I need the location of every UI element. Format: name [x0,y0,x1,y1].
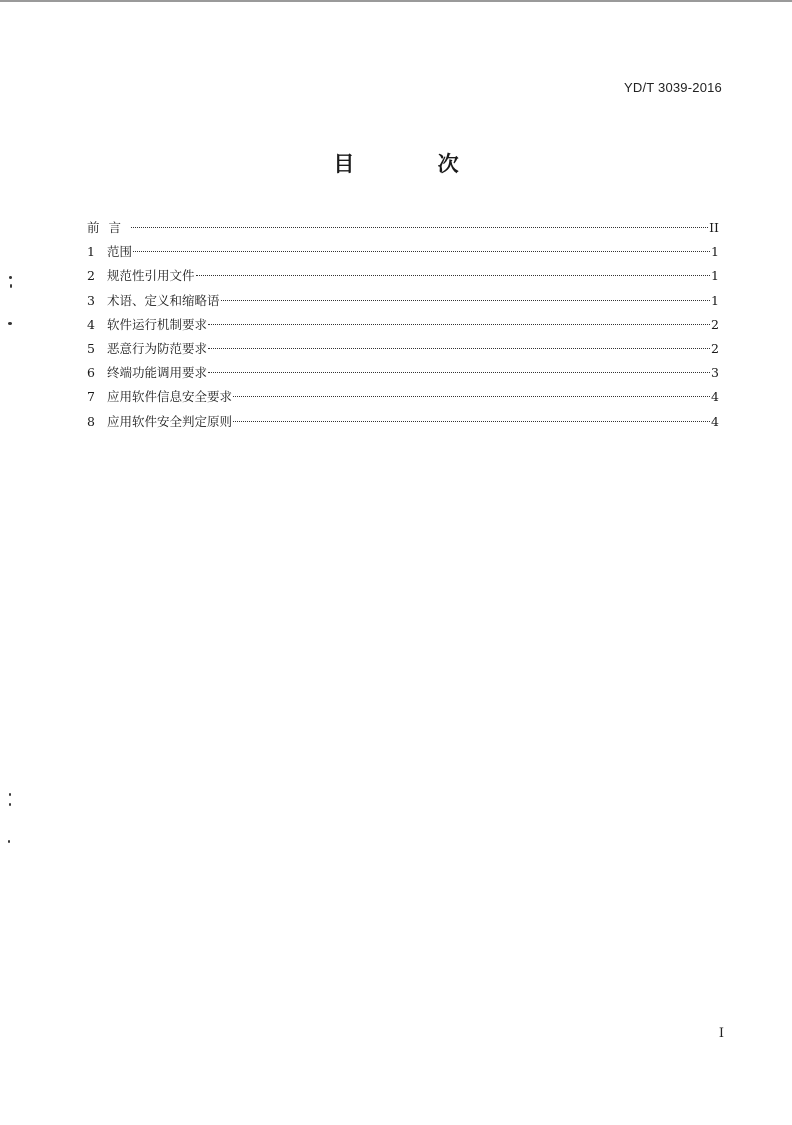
toc-entry-page: 4 [711,413,719,429]
toc-entry-page: 2 [711,316,719,332]
toc-entry-label[interactable]: 应用软件安全判定原则 [107,413,233,429]
toc-entry-number: 2 [87,268,95,284]
toc-entry-information-security[interactable] [87,387,719,411]
toc-title: 目 次 [333,152,497,176]
toc-entry-label[interactable]: 术语、定义和缩略语 [107,292,220,308]
page-number: I [718,1026,724,1041]
table-of-contents [87,218,719,436]
toc-leader-dots [221,300,711,301]
scan-speck [9,276,12,279]
toc-entry-page: 1 [711,244,719,260]
toc-entry-number: 1 [87,244,95,260]
toc-entry-label[interactable]: 软件运行机制要求 [107,316,208,332]
toc-entry-number: 3 [87,292,95,308]
scan-speck [8,840,10,843]
toc-leader-dots [233,421,710,422]
scan-top-edge [0,0,792,2]
toc-entry-page: 2 [711,340,719,356]
toc-entry-scope[interactable] [87,242,719,266]
toc-entry-label[interactable]: 规范性引用文件 [107,268,195,284]
toc-entry-label[interactable]: 恶意行为防范要求 [107,340,208,356]
toc-leader-dots [196,275,711,276]
toc-entry-number: 7 [87,389,95,405]
toc-entry-security-judgment[interactable] [87,412,719,436]
toc-entry-page: 1 [711,292,719,308]
toc-entry-page: 4 [711,389,719,405]
toc-entry-foreword[interactable] [87,218,719,242]
toc-entry-number: 5 [87,340,95,356]
toc-entry-page: 3 [711,365,719,381]
toc-entry-runtime-mechanism[interactable] [87,315,719,339]
toc-leader-dots [208,348,710,349]
toc-entry-label[interactable]: 终端功能调用要求 [107,365,208,381]
toc-entry-number: 8 [87,413,95,429]
toc-entry-number: 4 [87,316,95,332]
scan-speck [9,803,11,806]
toc-entry-label[interactable]: 范围 [107,244,133,260]
toc-entry-label[interactable]: 应用软件信息安全要求 [107,389,233,405]
toc-leader-dots [208,372,710,373]
toc-leader-dots [131,227,708,228]
toc-leader-dots [208,324,710,325]
scan-speck [9,793,11,796]
toc-entry-page: II [709,220,719,235]
scan-speck [8,322,12,325]
toc-entry-page: 1 [711,268,719,284]
toc-entry-terms[interactable] [87,291,719,315]
toc-entry-number: 6 [87,365,95,381]
toc-entry-label[interactable]: 前言 [87,220,131,235]
scan-speck [10,284,12,288]
document-code: YD/T 3039-2016 [624,80,722,95]
toc-entry-malicious-behavior[interactable] [87,339,719,363]
toc-leader-dots [133,251,710,252]
toc-entry-terminal-function[interactable] [87,363,719,387]
toc-entry-normative-references[interactable] [87,266,719,290]
toc-leader-dots [233,396,710,397]
